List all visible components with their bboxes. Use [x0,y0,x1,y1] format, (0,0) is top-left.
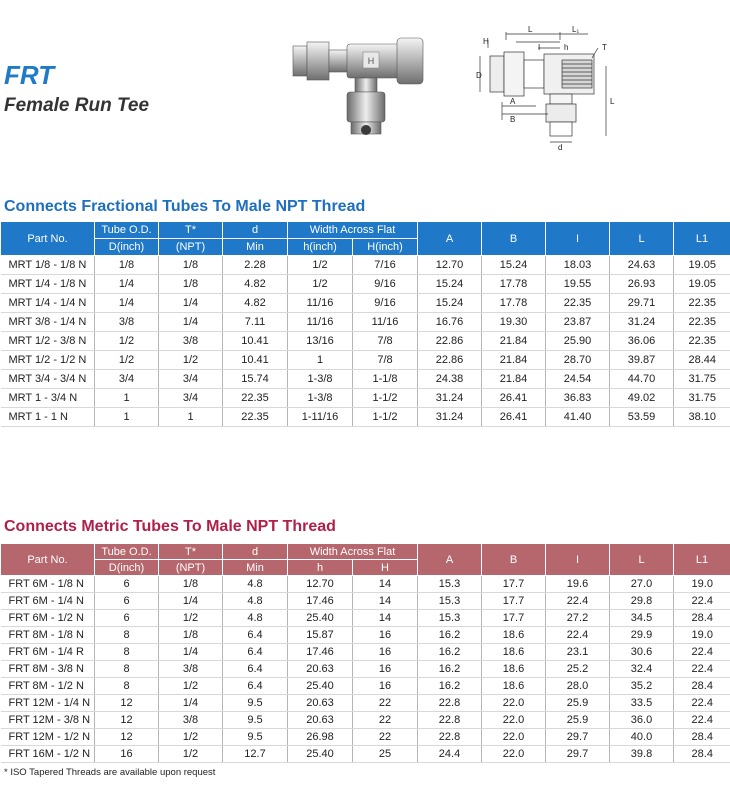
col-t: T* [159,222,223,239]
table-cell: 17.7 [482,593,546,610]
table-cell: 28.4 [674,610,730,627]
table-cell: 35.2 [610,678,674,695]
table-cell: 23.87 [546,313,610,332]
table-cell: 16 [353,661,418,678]
table-cell: 21.84 [482,370,546,389]
table-cell: 1/4 [159,593,223,610]
table-cell: 17.46 [288,593,353,610]
table-cell: 19.05 [674,256,730,275]
table-cell: 1/2 [95,332,159,351]
table-cell: 53.59 [610,408,674,427]
col-h: h [288,560,353,576]
table-cell: 1-11/16 [288,408,353,427]
col-b: B [482,222,546,256]
table-cell: 1-3/8 [288,370,353,389]
table-row [1,332,730,351]
table-cell: 1-1/2 [353,408,418,427]
table-cell: 15.74 [223,370,288,389]
table-cell: 1 [159,408,223,427]
table-cell: 17.78 [482,294,546,313]
table-cell: 11/16 [288,313,353,332]
table-row [1,695,730,712]
table-cell: 22 [353,729,418,746]
table-cell: 6.4 [223,627,288,644]
dim-label-D: D [476,71,482,80]
table-cell: 21.84 [482,351,546,370]
col-tube-od-unit: D(inch) [95,560,159,576]
table-cell: 31.24 [418,389,482,408]
col-l: L [610,222,674,256]
table-cell: 26.93 [610,275,674,294]
dim-label-I: I [538,43,541,52]
table-cell: 31.75 [674,370,730,389]
table-cell: 16.2 [418,627,482,644]
table-cell: 22.4 [674,593,730,610]
col-h: h(inch) [288,239,353,256]
table-row [1,644,730,661]
col-d-unit: Min [223,239,288,256]
table-cell: 20.63 [288,712,353,729]
table-row [1,593,730,610]
product-name: Female Run Tee [4,95,150,116]
table-cell: 20.63 [288,695,353,712]
table-cell: 25.9 [546,712,610,729]
col-t-unit: (NPT) [159,560,223,576]
table-cell: 39.8 [610,746,674,763]
table-cell: 1/2 [159,351,223,370]
table-cell: 1/4 [95,275,159,294]
table-cell: 36.0 [610,712,674,729]
table-cell: 24.4 [418,746,482,763]
table-row [1,661,730,678]
metric-table [0,543,730,763]
part-number-cell: MRT 1/8 - 1/8 N [1,256,95,275]
table-cell: 1/4 [159,644,223,661]
table-cell: 25.90 [546,332,610,351]
dim-label-H: H [483,37,489,46]
table-cell: 28.4 [674,746,730,763]
table-cell: 10.41 [223,351,288,370]
table-cell: 7/16 [353,256,418,275]
part-number-cell: MRT 1/4 - 1/4 N [1,294,95,313]
dim-label-T: T [602,43,607,52]
col-tube-od: Tube O.D. [95,544,159,560]
table-cell: 11/16 [288,294,353,313]
table-cell: 22 [353,712,418,729]
table-cell: 19.0 [674,627,730,644]
table-row [1,576,730,593]
col-width-across-flat: Width Across Flat [288,544,418,560]
table-cell: 22.0 [482,729,546,746]
table-cell: 16.2 [418,644,482,661]
table-cell: 22.35 [674,294,730,313]
table-cell: 29.7 [546,729,610,746]
part-number-cell: FRT 8M - 1/8 N [1,627,95,644]
table-cell: 12.7 [223,746,288,763]
table-cell: 20.63 [288,661,353,678]
table-cell: 17.7 [482,610,546,627]
table-cell: 18.6 [482,678,546,695]
table-cell: 15.24 [482,256,546,275]
table-cell: 2.28 [223,256,288,275]
table-cell: 28.4 [674,729,730,746]
table-cell: 15.3 [418,576,482,593]
table-cell: 15.87 [288,627,353,644]
table-cell: 1/4 [159,695,223,712]
table-cell: 49.02 [610,389,674,408]
table-cell: 3/4 [159,370,223,389]
table-cell: 22.8 [418,695,482,712]
table-cell: 22.86 [418,332,482,351]
table-cell: 6 [95,576,159,593]
part-number-cell: MRT 1/2 - 3/8 N [1,332,95,351]
table-cell: 18.6 [482,661,546,678]
dimension-diagram [476,26,636,154]
table-cell: 22.8 [418,712,482,729]
part-number-cell: MRT 3/4 - 3/4 N [1,370,95,389]
table-cell: 10.41 [223,332,288,351]
table-cell: 3/8 [159,661,223,678]
table-cell: 1/2 [159,729,223,746]
table-cell: 26.41 [482,389,546,408]
table-cell: 9/16 [353,294,418,313]
part-number-cell: FRT 8M - 1/2 N [1,678,95,695]
part-number-cell: FRT 16M - 1/2 N [1,746,95,763]
table-cell: 22.35 [223,389,288,408]
table-cell: 22.35 [674,332,730,351]
table-cell: 1-1/2 [353,389,418,408]
table-cell: 16.76 [418,313,482,332]
table-cell: 1/8 [159,627,223,644]
table-cell: 1/8 [159,275,223,294]
table-cell: 36.06 [610,332,674,351]
part-number-cell: MRT 1 - 3/4 N [1,389,95,408]
table-row [1,294,730,313]
table-cell: 19.55 [546,275,610,294]
table-cell: 7/8 [353,332,418,351]
table-cell: 22.86 [418,351,482,370]
fractional-section-title: Connects Fractional Tubes To Male NPT Thread [4,198,366,215]
table-row [1,389,730,408]
table-cell: 17.7 [482,576,546,593]
part-number-cell: FRT 8M - 3/8 N [1,661,95,678]
table-cell: 1 [95,389,159,408]
table-cell: 1/2 [159,610,223,627]
table-row [1,729,730,746]
table-cell: 3/4 [95,370,159,389]
table-cell: 38.10 [674,408,730,427]
table-cell: 25 [353,746,418,763]
svg-text:H: H [367,56,375,66]
part-number-cell: MRT 1/2 - 1/2 N [1,351,95,370]
table-cell: 3/8 [159,332,223,351]
table-cell: 8 [95,678,159,695]
table-cell: 16.2 [418,661,482,678]
table-cell: 24.38 [418,370,482,389]
col-l1: L1 [674,222,730,256]
table-cell: 22.35 [223,408,288,427]
table-row [1,746,730,763]
product-code: FRT [4,60,55,90]
table-cell: 18.6 [482,627,546,644]
table-cell: 1 [95,408,159,427]
table-cell: 3/8 [95,313,159,332]
table-cell: 6 [95,593,159,610]
part-number-cell: MRT 1 - 1 N [1,408,95,427]
table-cell: 26.98 [288,729,353,746]
table-cell: 31.24 [610,313,674,332]
table-cell: 23.1 [546,644,610,661]
table-cell: 22.4 [546,627,610,644]
part-number-cell: FRT 12M - 1/2 N [1,729,95,746]
table-cell: 7/8 [353,351,418,370]
table-cell: 1/8 [159,256,223,275]
part-number-cell: FRT 6M - 1/4 R [1,644,95,661]
table-cell: 16 [95,746,159,763]
table-cell: 14 [353,593,418,610]
table-cell: 15.24 [418,294,482,313]
table-cell: 16 [353,627,418,644]
table-cell: 18.6 [482,644,546,661]
table-cell: 9.5 [223,729,288,746]
table-cell: 6 [95,610,159,627]
table-cell: 21.84 [482,332,546,351]
dim-label-L-top: L [528,26,533,34]
table-cell: 4.8 [223,593,288,610]
table-cell: 4.8 [223,576,288,593]
col-H: H [353,560,418,576]
table-cell: 14 [353,610,418,627]
table-cell: 16 [353,644,418,661]
dim-label-h: h [564,43,569,52]
part-number-cell: MRT 3/8 - 1/4 N [1,313,95,332]
table-cell: 17.46 [288,644,353,661]
table-cell: 24.63 [610,256,674,275]
table-cell: 19.05 [674,275,730,294]
col-a: A [418,544,482,576]
table-cell: 12 [95,729,159,746]
table-row [1,627,730,644]
dim-label-L-side: L [610,97,615,106]
part-number-cell: FRT 6M - 1/2 N [1,610,95,627]
col-a: A [418,222,482,256]
table-cell: 30.6 [610,644,674,661]
table-row [1,275,730,294]
table-cell: 22.0 [482,695,546,712]
metric-section-title: Connects Metric Tubes To Male NPT Thread [4,518,336,535]
col-width-across-flat: Width Across Flat [288,222,418,239]
table-cell: 12 [95,712,159,729]
col-tube-od-unit: D(inch) [95,239,159,256]
dim-label-A: A [510,97,516,106]
fractional-table [0,221,730,427]
col-d-unit: Min [223,560,288,576]
dim-label-B: B [510,115,516,124]
col-part-no: Part No. [1,544,95,576]
table-cell: 22.0 [482,746,546,763]
dim-label-L1: L₁ [572,26,580,34]
table-cell: 1/2 [95,351,159,370]
table-cell: 19.6 [546,576,610,593]
table-cell: 1/4 [159,313,223,332]
col-l: L [610,544,674,576]
dim-label-d: d [558,143,563,152]
table-cell: 13/16 [288,332,353,351]
table-cell: 32.4 [610,661,674,678]
part-number-cell: FRT 6M - 1/8 N [1,576,95,593]
table-cell: 31.24 [418,408,482,427]
table-cell: 34.5 [610,610,674,627]
table-cell: 15.3 [418,593,482,610]
part-number-cell: FRT 12M - 3/8 N [1,712,95,729]
table-cell: 15.24 [418,275,482,294]
table-cell: 8 [95,661,159,678]
table-cell: 16.2 [418,678,482,695]
col-H: H(inch) [353,239,418,256]
table-cell: 25.40 [288,746,353,763]
product-photo [285,20,435,138]
part-number-cell: MRT 1/4 - 1/8 N [1,275,95,294]
table-cell: 14 [353,576,418,593]
table-cell: 29.9 [610,627,674,644]
table-cell: 28.70 [546,351,610,370]
part-number-cell: FRT 12M - 1/4 N [1,695,95,712]
table-cell: 22.8 [418,729,482,746]
table-cell: 17.78 [482,275,546,294]
table-cell: 25.2 [546,661,610,678]
table-cell: 9/16 [353,275,418,294]
table-cell: 9.5 [223,712,288,729]
table-row [1,256,730,275]
table-cell: 19.0 [674,576,730,593]
table-cell: 41.40 [546,408,610,427]
table-cell: 1/4 [159,294,223,313]
table-cell: 1/2 [159,678,223,695]
table-cell: 39.87 [610,351,674,370]
table-cell: 1-3/8 [288,389,353,408]
table-cell: 1-1/8 [353,370,418,389]
table-cell: 6.4 [223,661,288,678]
col-part-no: Part No. [1,222,95,256]
table-cell: 1 [288,351,353,370]
table-cell: 12 [95,695,159,712]
table-cell: 3/8 [159,712,223,729]
table-cell: 22.4 [674,712,730,729]
table-cell: 11/16 [353,313,418,332]
part-number-cell: FRT 6M - 1/4 N [1,593,95,610]
table-cell: 27.2 [546,610,610,627]
table-cell: 4.82 [223,275,288,294]
col-l1: L1 [674,544,730,576]
table-cell: 6.4 [223,644,288,661]
table-cell: 28.0 [546,678,610,695]
table-cell: 6.4 [223,678,288,695]
col-i: I [546,544,610,576]
table-row [1,313,730,332]
table-cell: 28.44 [674,351,730,370]
table-cell: 44.70 [610,370,674,389]
table-cell: 26.41 [482,408,546,427]
table-cell: 8 [95,644,159,661]
col-d: d [223,222,288,239]
table-cell: 19.30 [482,313,546,332]
table-cell: 24.54 [546,370,610,389]
table-cell: 22.4 [674,695,730,712]
table-cell: 4.82 [223,294,288,313]
table-cell: 1/8 [159,576,223,593]
table-cell: 27.0 [610,576,674,593]
table-cell: 22.35 [674,313,730,332]
table-row [1,408,730,427]
table-cell: 7.11 [223,313,288,332]
table-cell: 25.40 [288,678,353,695]
table-row [1,351,730,370]
col-d: d [223,544,288,560]
table-cell: 18.03 [546,256,610,275]
table-cell: 25.40 [288,610,353,627]
table-cell: 36.83 [546,389,610,408]
table-cell: 8 [95,627,159,644]
table-cell: 28.4 [674,678,730,695]
table-cell: 15.3 [418,610,482,627]
table-cell: 9.5 [223,695,288,712]
col-b: B [482,544,546,576]
table-cell: 33.5 [610,695,674,712]
table-cell: 22.0 [482,712,546,729]
table-cell: 3/4 [159,389,223,408]
table-cell: 40.0 [610,729,674,746]
table-cell: 1/4 [95,294,159,313]
table-row [1,678,730,695]
col-i: I [546,222,610,256]
table-row [1,370,730,389]
table-row [1,712,730,729]
footnote: * ISO Tapered Threads are available upon request [4,767,216,778]
table-cell: 4.8 [223,610,288,627]
table-cell: 22 [353,695,418,712]
table-cell: 22.4 [546,593,610,610]
col-t-unit: (NPT) [159,239,223,256]
col-tube-od: Tube O.D. [95,222,159,239]
table-cell: 12.70 [288,576,353,593]
table-cell: 16 [353,678,418,695]
col-t: T* [159,544,223,560]
table-cell: 1/2 [288,275,353,294]
table-cell: 1/2 [288,256,353,275]
table-cell: 22.4 [674,644,730,661]
table-row [1,610,730,627]
table-cell: 1/8 [95,256,159,275]
table-cell: 12.70 [418,256,482,275]
table-cell: 29.71 [610,294,674,313]
table-cell: 29.7 [546,746,610,763]
table-cell: 22.4 [674,661,730,678]
table-cell: 31.75 [674,389,730,408]
table-cell: 25.9 [546,695,610,712]
table-cell: 1/2 [159,746,223,763]
table-cell: 22.35 [546,294,610,313]
table-cell: 29.8 [610,593,674,610]
